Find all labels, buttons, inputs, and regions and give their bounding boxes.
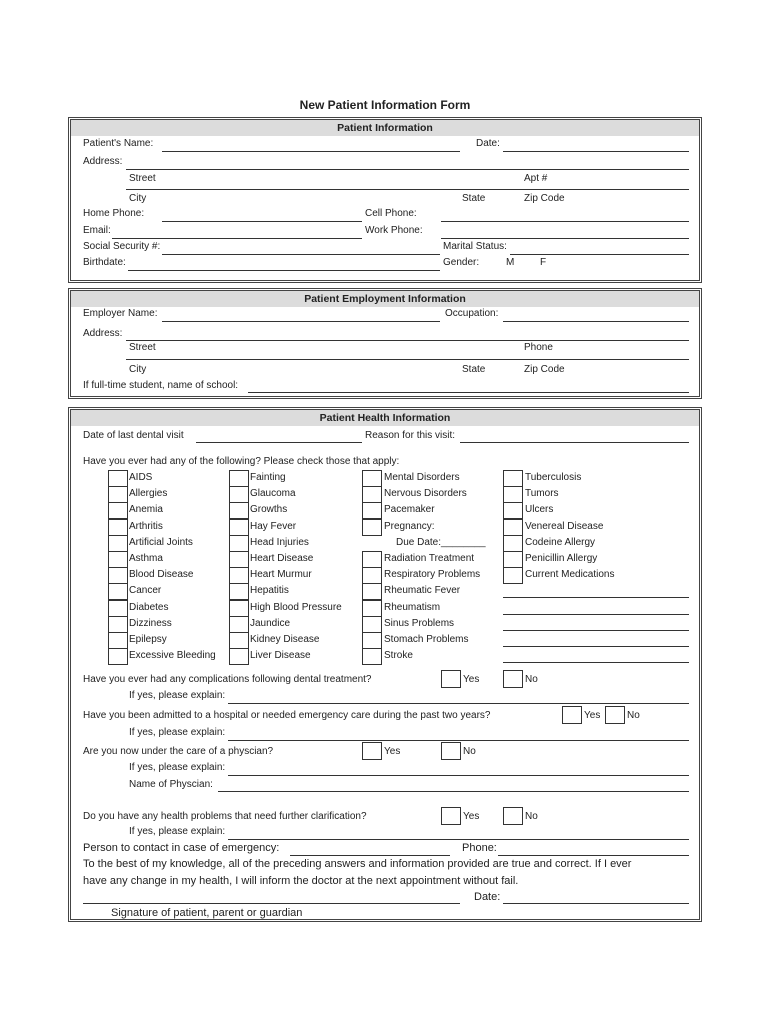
email-field[interactable] (112, 238, 362, 239)
complications-yes-label: Yes (463, 674, 480, 685)
condition-checkbox[interactable] (229, 616, 249, 633)
condition-checkbox[interactable] (229, 600, 249, 617)
condition-label: Nervous Disorders (384, 488, 467, 499)
condition-checkbox[interactable] (503, 551, 523, 568)
condition-label: Ulcers (525, 504, 554, 515)
form-title: New Patient Information Form (299, 98, 471, 112)
clarification-yes-label: Yes (463, 811, 480, 822)
other-condition-line[interactable] (503, 630, 689, 631)
condition-label: Current Medications (525, 569, 615, 580)
address-city-field[interactable] (126, 189, 689, 190)
condition-checkbox[interactable] (108, 486, 128, 503)
condition-checkbox[interactable] (108, 600, 128, 617)
gender-m-option[interactable]: M (506, 257, 515, 268)
street-caption: Street (129, 173, 156, 184)
condition-checkbox[interactable] (108, 470, 128, 487)
condition-label: Radiation Treatment (384, 553, 475, 564)
condition-label: Heart Murmur (250, 569, 312, 580)
physician-explain-label: If yes, please explain: (129, 762, 226, 773)
ssn-field[interactable] (162, 254, 440, 255)
condition-checkbox[interactable] (108, 616, 128, 633)
condition-checkbox[interactable] (362, 486, 382, 503)
emergency-phone-label: Phone: (462, 842, 497, 854)
condition-checkbox[interactable] (362, 600, 382, 617)
reason-label: Reason for this visit: (365, 430, 456, 441)
birthdate-field[interactable] (128, 270, 440, 271)
school-label: If full-time student, name of school: (83, 380, 239, 391)
employer-zip-caption: Zip Code (524, 364, 565, 375)
physician-yes-label: Yes (384, 746, 401, 757)
condition-checkbox[interactable] (362, 632, 382, 649)
condition-checkbox[interactable] (108, 535, 128, 552)
marital-status-field[interactable] (510, 254, 689, 255)
condition-label: Excessive Bleeding (129, 650, 216, 661)
health-information-header: Patient Health Information (71, 410, 699, 426)
cell-phone-label: Cell Phone: (365, 208, 417, 219)
other-condition-line[interactable] (503, 646, 689, 647)
hospital-yes-label: Yes (584, 710, 601, 721)
signature-date-label: Date: (474, 891, 501, 903)
hospital-yes-checkbox[interactable] (562, 706, 582, 724)
condition-label: Growths (250, 504, 288, 515)
condition-checkbox[interactable] (229, 567, 249, 584)
hospital-no-label: No (627, 710, 640, 721)
condition-checkbox[interactable] (108, 648, 128, 665)
physician-yes-checkbox[interactable] (362, 742, 382, 760)
clarification-yes-checkbox[interactable] (441, 807, 461, 825)
condition-label: Fainting (250, 472, 286, 483)
condition-checkbox[interactable] (108, 632, 128, 649)
employer-state-caption: State (462, 364, 486, 375)
date-field[interactable] (503, 151, 689, 152)
employer-name-label: Employer Name: (83, 308, 158, 319)
home-phone-field[interactable] (162, 221, 362, 222)
condition-label: High Blood Pressure (250, 602, 342, 613)
condition-label: Hepatitis (250, 585, 289, 596)
hospital-explain-field[interactable] (228, 740, 689, 741)
work-phone-label: Work Phone: (365, 225, 423, 236)
reason-field[interactable] (460, 442, 689, 443)
condition-checkbox[interactable] (229, 470, 249, 487)
zip-caption: Zip Code (524, 193, 565, 204)
hospital-question: Have you been admitted to a hospital or needed emergency care during the past two years? (83, 710, 491, 721)
school-field[interactable] (248, 392, 689, 393)
email-label: Email: (83, 225, 111, 236)
condition-label: Tumors (525, 488, 559, 499)
other-condition-line[interactable] (503, 597, 689, 598)
condition-checkbox[interactable] (108, 583, 128, 600)
address-street-field[interactable] (126, 169, 689, 170)
employer-phone-caption: Phone (524, 342, 553, 353)
condition-label: Allergies (129, 488, 168, 499)
date-label: Date: (476, 138, 500, 149)
condition-label: Epilepsy (129, 634, 167, 645)
due-date-label: Due Date:________ (396, 537, 486, 548)
condition-checkbox[interactable] (503, 567, 523, 584)
condition-label: Stroke (384, 650, 413, 661)
condition-label: Cancer (129, 585, 162, 596)
hospital-no-checkbox[interactable] (605, 706, 625, 724)
state-caption: State (462, 193, 486, 204)
condition-label: Hay Fever (250, 521, 297, 532)
patient-information-header: Patient Information (71, 120, 699, 136)
clarification-explain-label: If yes, please explain: (129, 826, 226, 837)
emergency-contact-field[interactable] (290, 855, 450, 856)
condition-checkbox[interactable] (362, 470, 382, 487)
signature-field[interactable] (83, 903, 460, 904)
signature-date-field[interactable] (503, 903, 689, 904)
physician-name-label: Name of Physcian: (129, 779, 213, 790)
condition-label: Blood Disease (129, 569, 194, 580)
statement-line-2: have any change in my health, I will inform the doctor at the next appointment without fail. (83, 875, 519, 887)
emergency-phone-field[interactable] (498, 855, 689, 856)
condition-checkbox[interactable] (362, 616, 382, 633)
condition-label: Pacemaker (384, 504, 435, 515)
condition-checkbox[interactable] (229, 583, 249, 600)
home-phone-label: Home Phone: (83, 208, 145, 219)
condition-label: Arthritis (129, 521, 163, 532)
condition-label: Glaucoma (250, 488, 296, 499)
condition-label: Heart Disease (250, 553, 314, 564)
apt-caption: Apt # (524, 173, 548, 184)
occupation-field[interactable] (503, 321, 689, 322)
clarification-no-label: No (525, 811, 538, 822)
gender-f-option[interactable]: F (540, 257, 547, 268)
condition-label: Pregnancy: (384, 521, 435, 532)
condition-checkbox[interactable] (362, 648, 382, 665)
employer-name-field[interactable] (162, 321, 440, 322)
cell-phone-field[interactable] (441, 221, 689, 222)
employer-address-label: Address: (83, 328, 123, 339)
condition-label: Tuberculosis (525, 472, 582, 483)
condition-label: Mental Disorders (384, 472, 460, 483)
physician-no-label: No (463, 746, 476, 757)
employment-information-header: Patient Employment Information (71, 291, 699, 307)
last-visit-field[interactable] (196, 442, 362, 443)
condition-checkbox[interactable] (229, 486, 249, 503)
condition-checkbox[interactable] (229, 551, 249, 568)
clarification-no-checkbox[interactable] (503, 807, 523, 825)
other-condition-line[interactable] (503, 662, 689, 663)
condition-label: Codeine Allergy (525, 537, 596, 548)
condition-checkbox[interactable] (229, 519, 249, 536)
last-visit-label: Date of last dental visit (83, 430, 184, 441)
complications-yes-checkbox[interactable] (441, 670, 461, 688)
condition-label: Artificial Joints (129, 537, 193, 548)
work-phone-field[interactable] (441, 238, 689, 239)
condition-label: Kidney Disease (250, 634, 320, 645)
condition-checkbox[interactable] (362, 567, 382, 584)
address-label: Address: (83, 156, 123, 167)
condition-label: Rheumatic Fever (384, 585, 461, 596)
complications-explain-field[interactable] (228, 703, 689, 704)
condition-checkbox[interactable] (108, 519, 128, 536)
condition-label: Jaundice (250, 618, 291, 629)
other-condition-line[interactable] (503, 614, 689, 615)
condition-label: Venereal Disease (525, 521, 604, 532)
clarification-explain-field[interactable] (228, 839, 689, 840)
physician-question: Are you now under the care of a physcian? (83, 746, 274, 757)
marital-status-label: Marital Status: (443, 241, 507, 252)
clarification-question: Do you have any health problems that need further clarification? (83, 811, 367, 822)
employer-city-caption: City (129, 364, 147, 375)
condition-checkbox[interactable] (503, 502, 523, 519)
condition-label: Stomach Problems (384, 634, 469, 645)
complications-no-checkbox[interactable] (503, 670, 523, 688)
emergency-contact-label: Person to contact in case of emergency: (83, 842, 280, 854)
condition-checkbox[interactable] (362, 583, 382, 600)
condition-checkbox[interactable] (503, 519, 523, 536)
physician-explain-field[interactable] (228, 775, 689, 776)
condition-label: Liver Disease (250, 650, 311, 661)
physician-no-checkbox[interactable] (441, 742, 461, 760)
condition-checkbox[interactable] (503, 486, 523, 503)
birthdate-label: Birthdate: (83, 257, 126, 268)
condition-checkbox[interactable] (503, 535, 523, 552)
complications-no-label: No (525, 674, 538, 685)
employer-street-caption: Street (129, 342, 156, 353)
condition-checkbox[interactable] (503, 470, 523, 487)
hospital-explain-label: If yes, please explain: (129, 727, 226, 738)
condition-checkbox[interactable] (108, 551, 128, 568)
condition-checkbox[interactable] (108, 567, 128, 584)
condition-checkbox[interactable] (362, 519, 382, 536)
condition-label: Respiratory Problems (384, 569, 481, 580)
condition-label: Head Injuries (250, 537, 309, 548)
condition-label: Diabetes (129, 602, 169, 613)
complications-explain-label: If yes, please explain: (129, 690, 226, 701)
condition-label: Dizziness (129, 618, 172, 629)
employer-city-field[interactable] (126, 359, 689, 360)
condition-checkbox[interactable] (229, 502, 249, 519)
patient-information-section (68, 117, 702, 283)
condition-checkbox[interactable] (108, 502, 128, 519)
ssn-label: Social Security #: (83, 241, 161, 252)
condition-label: Rheumatism (384, 602, 441, 613)
condition-label: Penicillin Allergy (525, 553, 598, 564)
condition-checkbox[interactable] (362, 551, 382, 568)
physician-name-field[interactable] (218, 791, 689, 792)
condition-checkbox[interactable] (229, 632, 249, 649)
statement-line-1: To the best of my knowledge, all of the preceding answers and information provided are true and correct. If I ever (83, 858, 632, 870)
condition-checkbox[interactable] (362, 502, 382, 519)
occupation-label: Occupation: (445, 308, 499, 319)
condition-label: Sinus Problems (384, 618, 455, 629)
patient-name-label: Patient's Name: (83, 138, 154, 149)
condition-checkbox[interactable] (229, 648, 249, 665)
complications-question: Have you ever had any complications following dental treatment? (83, 674, 372, 685)
patient-name-field[interactable] (162, 151, 460, 152)
condition-label: Anemia (129, 504, 163, 515)
gender-label: Gender: (443, 257, 480, 268)
employer-street-field[interactable] (126, 340, 689, 341)
condition-label: AIDS (129, 472, 153, 483)
conditions-intro: Have you ever had any of the following? Please check those that apply: (83, 456, 400, 467)
signature-caption: Signature of patient, parent or guardian (111, 907, 303, 919)
city-caption: City (129, 193, 147, 204)
condition-checkbox[interactable] (229, 535, 249, 552)
condition-label: Asthma (129, 553, 163, 564)
